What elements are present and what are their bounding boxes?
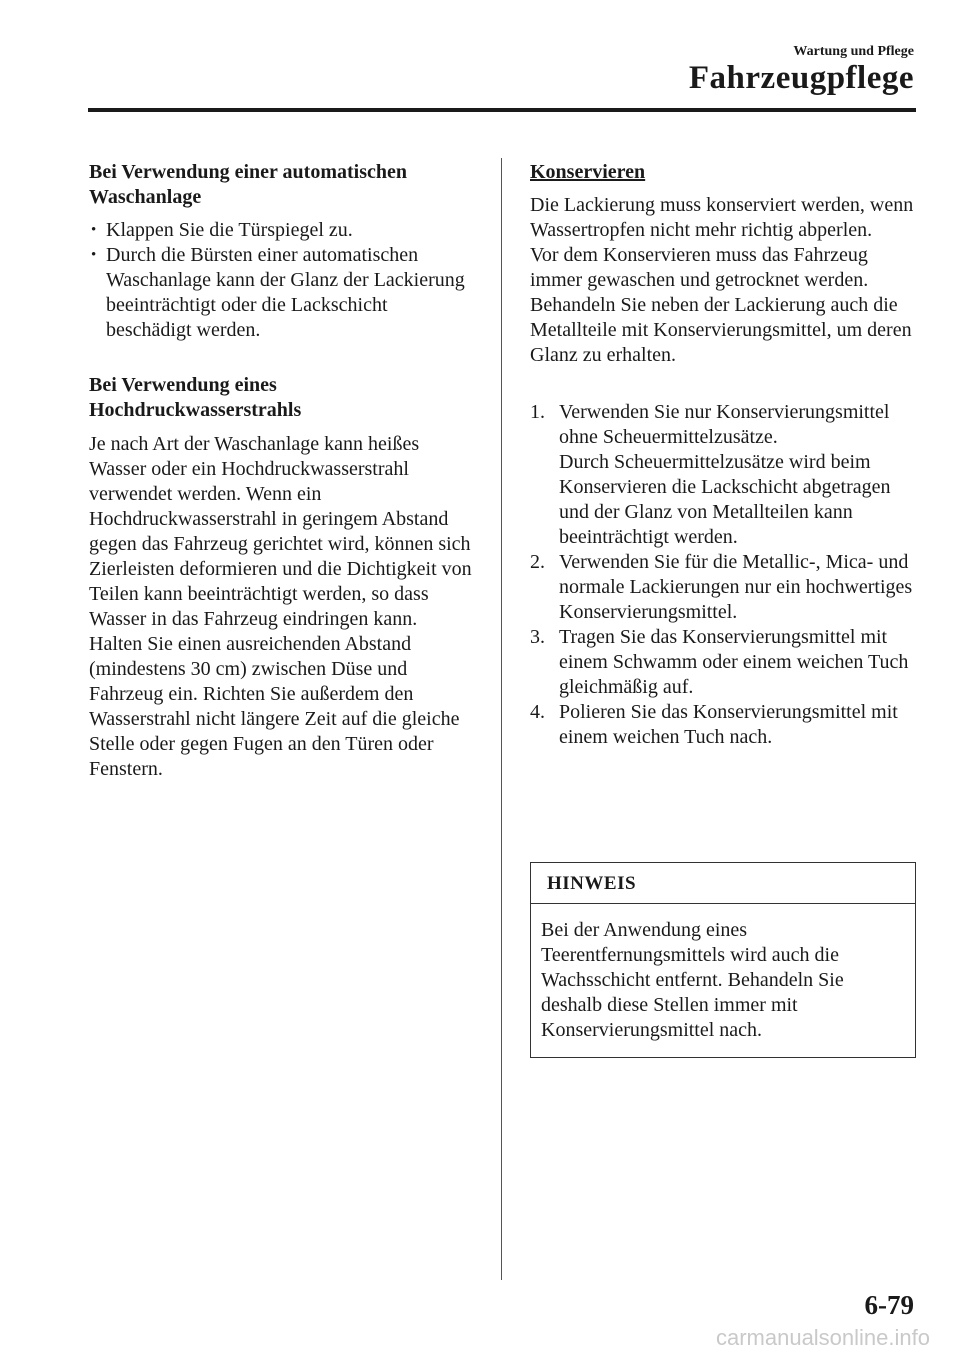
- step-text: Verwenden Sie für die Metallic-, Mica- und normale Lackierungen nur ein hochwertiges Konservierungsmittel.: [559, 551, 913, 623]
- step-number: 2.: [530, 551, 545, 573]
- bullet-icon: •: [91, 222, 97, 238]
- preserving-steps: [530, 400, 920, 750]
- step-text: Verwenden Sie nur Konservierungsmittel ohne Scheuermittelzusätze.: [559, 401, 890, 448]
- bullet-text: Klappen Sie die Türspiegel zu.: [106, 219, 353, 241]
- high-pressure-paragraph: Je nach Art der Waschanlage kann heißes Wasser oder ein Hochdruckwasserstrahl verwendet werden. Wenn ein Hochdruckwasserstrahl in geringem Abstand gegen das Fahrzeug gerichtet wird, können sich Zierleisten deformieren und die Dichtigkeit von Teilen kann beeinträchtigt werden, so dass Wasser in das Fahrzeug eindringen kann. Halten Sie einen ausreichenden Abstand (mindestens 30 cm) zwischen Düse und Fahrzeug ein. Richten Sie außerdem den Wasserstrahl nicht längere Zeit auf die gleiche Stelle oder gegen Fugen an den Türen oder Fenstern.: [89, 433, 472, 780]
- step-text: Tragen Sie das Konservierungsmittel mit einem Schwamm oder einem weichen Tuch gleichmäßig auf.: [559, 626, 909, 698]
- header-rule: [88, 108, 916, 112]
- step-number: 4.: [530, 701, 545, 723]
- page-number: 6-79: [864, 1290, 914, 1320]
- step-text: Polieren Sie das Konservierungsmittel mit einem weichen Tuch nach.: [559, 701, 898, 748]
- preserving-intro-paragraph: Die Lackierung muss konserviert werden, wenn Wassertropfen nicht mehr richtig abperlen.: [530, 194, 914, 241]
- list-item: [89, 218, 474, 243]
- heading-high-pressure-water: Bei Verwendung eines Hochdruckwasserstrahls: [89, 374, 302, 421]
- bullet-icon: •: [91, 247, 97, 263]
- note-title: HINWEIS: [531, 863, 915, 904]
- heading-automatic-car-wash: Bei Verwendung einer automatischen Waschanlage: [89, 161, 407, 208]
- car-wash-bullets: [89, 218, 474, 343]
- bullet-text: Durch die Bürsten einer automatischen Waschanlage kann der Glanz der Lackierung beeinträchtigt oder die Lackschicht beschädigt werden.: [106, 244, 465, 341]
- preserving-second-paragraph: Vor dem Konservieren muss das Fahrzeug immer gewaschen und getrocknet werden. Behandeln Sie neben der Lackierung auch die Metallteile mit Konservierungsmittel, um deren Glanz zu erhalten.: [530, 244, 912, 366]
- step-number: 1.: [530, 401, 545, 423]
- header-section-label: Wartung und Pflege: [793, 44, 914, 59]
- note-text: Bei der Anwendung eines Teerentfernungsmittels wird auch die Wachsschicht entfernt. Behandeln Sie deshalb diese Stellen immer mit Konservierungsmittel nach.: [541, 919, 844, 1041]
- page-title: Fahrzeugpflege: [688, 60, 914, 96]
- note-box: [530, 862, 916, 1058]
- list-item: [530, 400, 920, 550]
- footer-watermark-url: carmanualsonline.info: [715, 1325, 930, 1350]
- list-item: [530, 550, 920, 625]
- list-item: [89, 243, 474, 343]
- heading-preserving: Konservieren: [530, 161, 646, 183]
- step-extra-text: Durch Scheuermittelzusätze wird beim Konservieren die Lackschicht abgetragen und der Glanz von Metallteilen kann beeinträchtigt werden.: [559, 451, 891, 548]
- list-item: [530, 625, 920, 700]
- step-number: 3.: [530, 626, 545, 648]
- list-item: [530, 700, 920, 750]
- right-column: [530, 160, 920, 750]
- column-divider: [501, 158, 502, 1280]
- left-column: [89, 160, 474, 782]
